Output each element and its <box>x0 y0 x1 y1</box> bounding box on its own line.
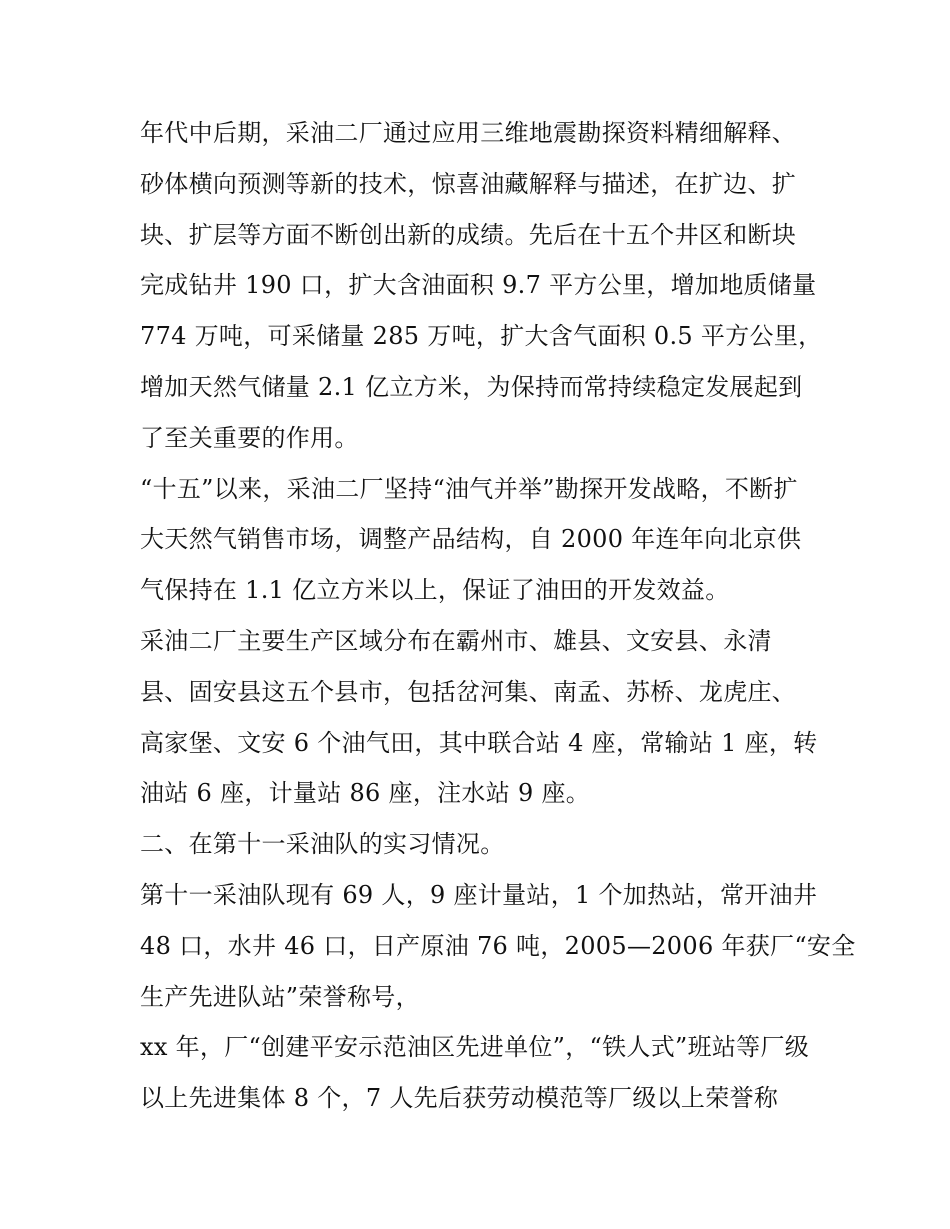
text-line: 774 万吨，可采储量 285 万吨，扩大含气面积 0.5 平方公里， <box>140 322 823 351</box>
text-line: 砂体横向预测等新的技术，惊喜油藏解释与描述，在扩边、扩 <box>140 169 797 198</box>
text-line: 油站 6 座，计量站 86 座，注水站 9 座。 <box>140 779 591 808</box>
text-line: 采油二厂主要生产区域分布在霸州市、雄县、文安县、永清 <box>140 626 772 655</box>
text-line: 增加天然气储量 2.1 亿立方米，为保持而常持续稳定发展起到 <box>140 372 803 401</box>
text-line: 了至关重要的作用。 <box>140 423 359 452</box>
text-line: 高家堡、文安 6 个油气田，其中联合站 4 座，常输站 1 座，转 <box>140 728 818 757</box>
section-heading: 二、在第十一采油队的实习情况。 <box>140 830 505 859</box>
text-line: 块、扩层等方面不断创出新的成绩。先后在十五个井区和断块 <box>140 220 797 249</box>
text-line: 第十一采油队现有 69 人，9 座计量站，1 个加热站，常开油井 <box>140 880 818 909</box>
text-line: 生产先进队站”荣誉称号， <box>140 982 420 1011</box>
text-line: 完成钻井 190 口，扩大含油面积 9.7 平方公里，增加地质储量 <box>140 271 817 300</box>
text-line: 年代中后期，采油二厂通过应用三维地震勘探资料精细解释、 <box>140 119 797 147</box>
text-line: 48 口，水井 46 口，日产原油 76 吨，2005—2006 年获厂“安全 <box>140 931 856 960</box>
text-line: 气保持在 1.1 亿立方米以上，保证了油田的开发效益。 <box>140 576 730 605</box>
text-line: 县、固安县这五个县市，包括岔河集、南孟、苏桥、龙虎庄、 <box>140 677 797 706</box>
text-line: 大天然气销售市场，调整产品结构，自 2000 年连年向北京供 <box>140 525 802 554</box>
text-line: 以上先进集体 8 个，7 人先后获劳动模范等厂级以上荣誉称 <box>140 1084 779 1113</box>
body-text <box>140 108 856 1124</box>
text-line: “十五”以来，采油二厂坚持“油气并举”勘探开发战略，不断扩 <box>140 474 798 503</box>
text-line: xx 年，厂“创建平安示范油区先进单位”，“铁人式”班站等厂级 <box>140 1033 810 1062</box>
